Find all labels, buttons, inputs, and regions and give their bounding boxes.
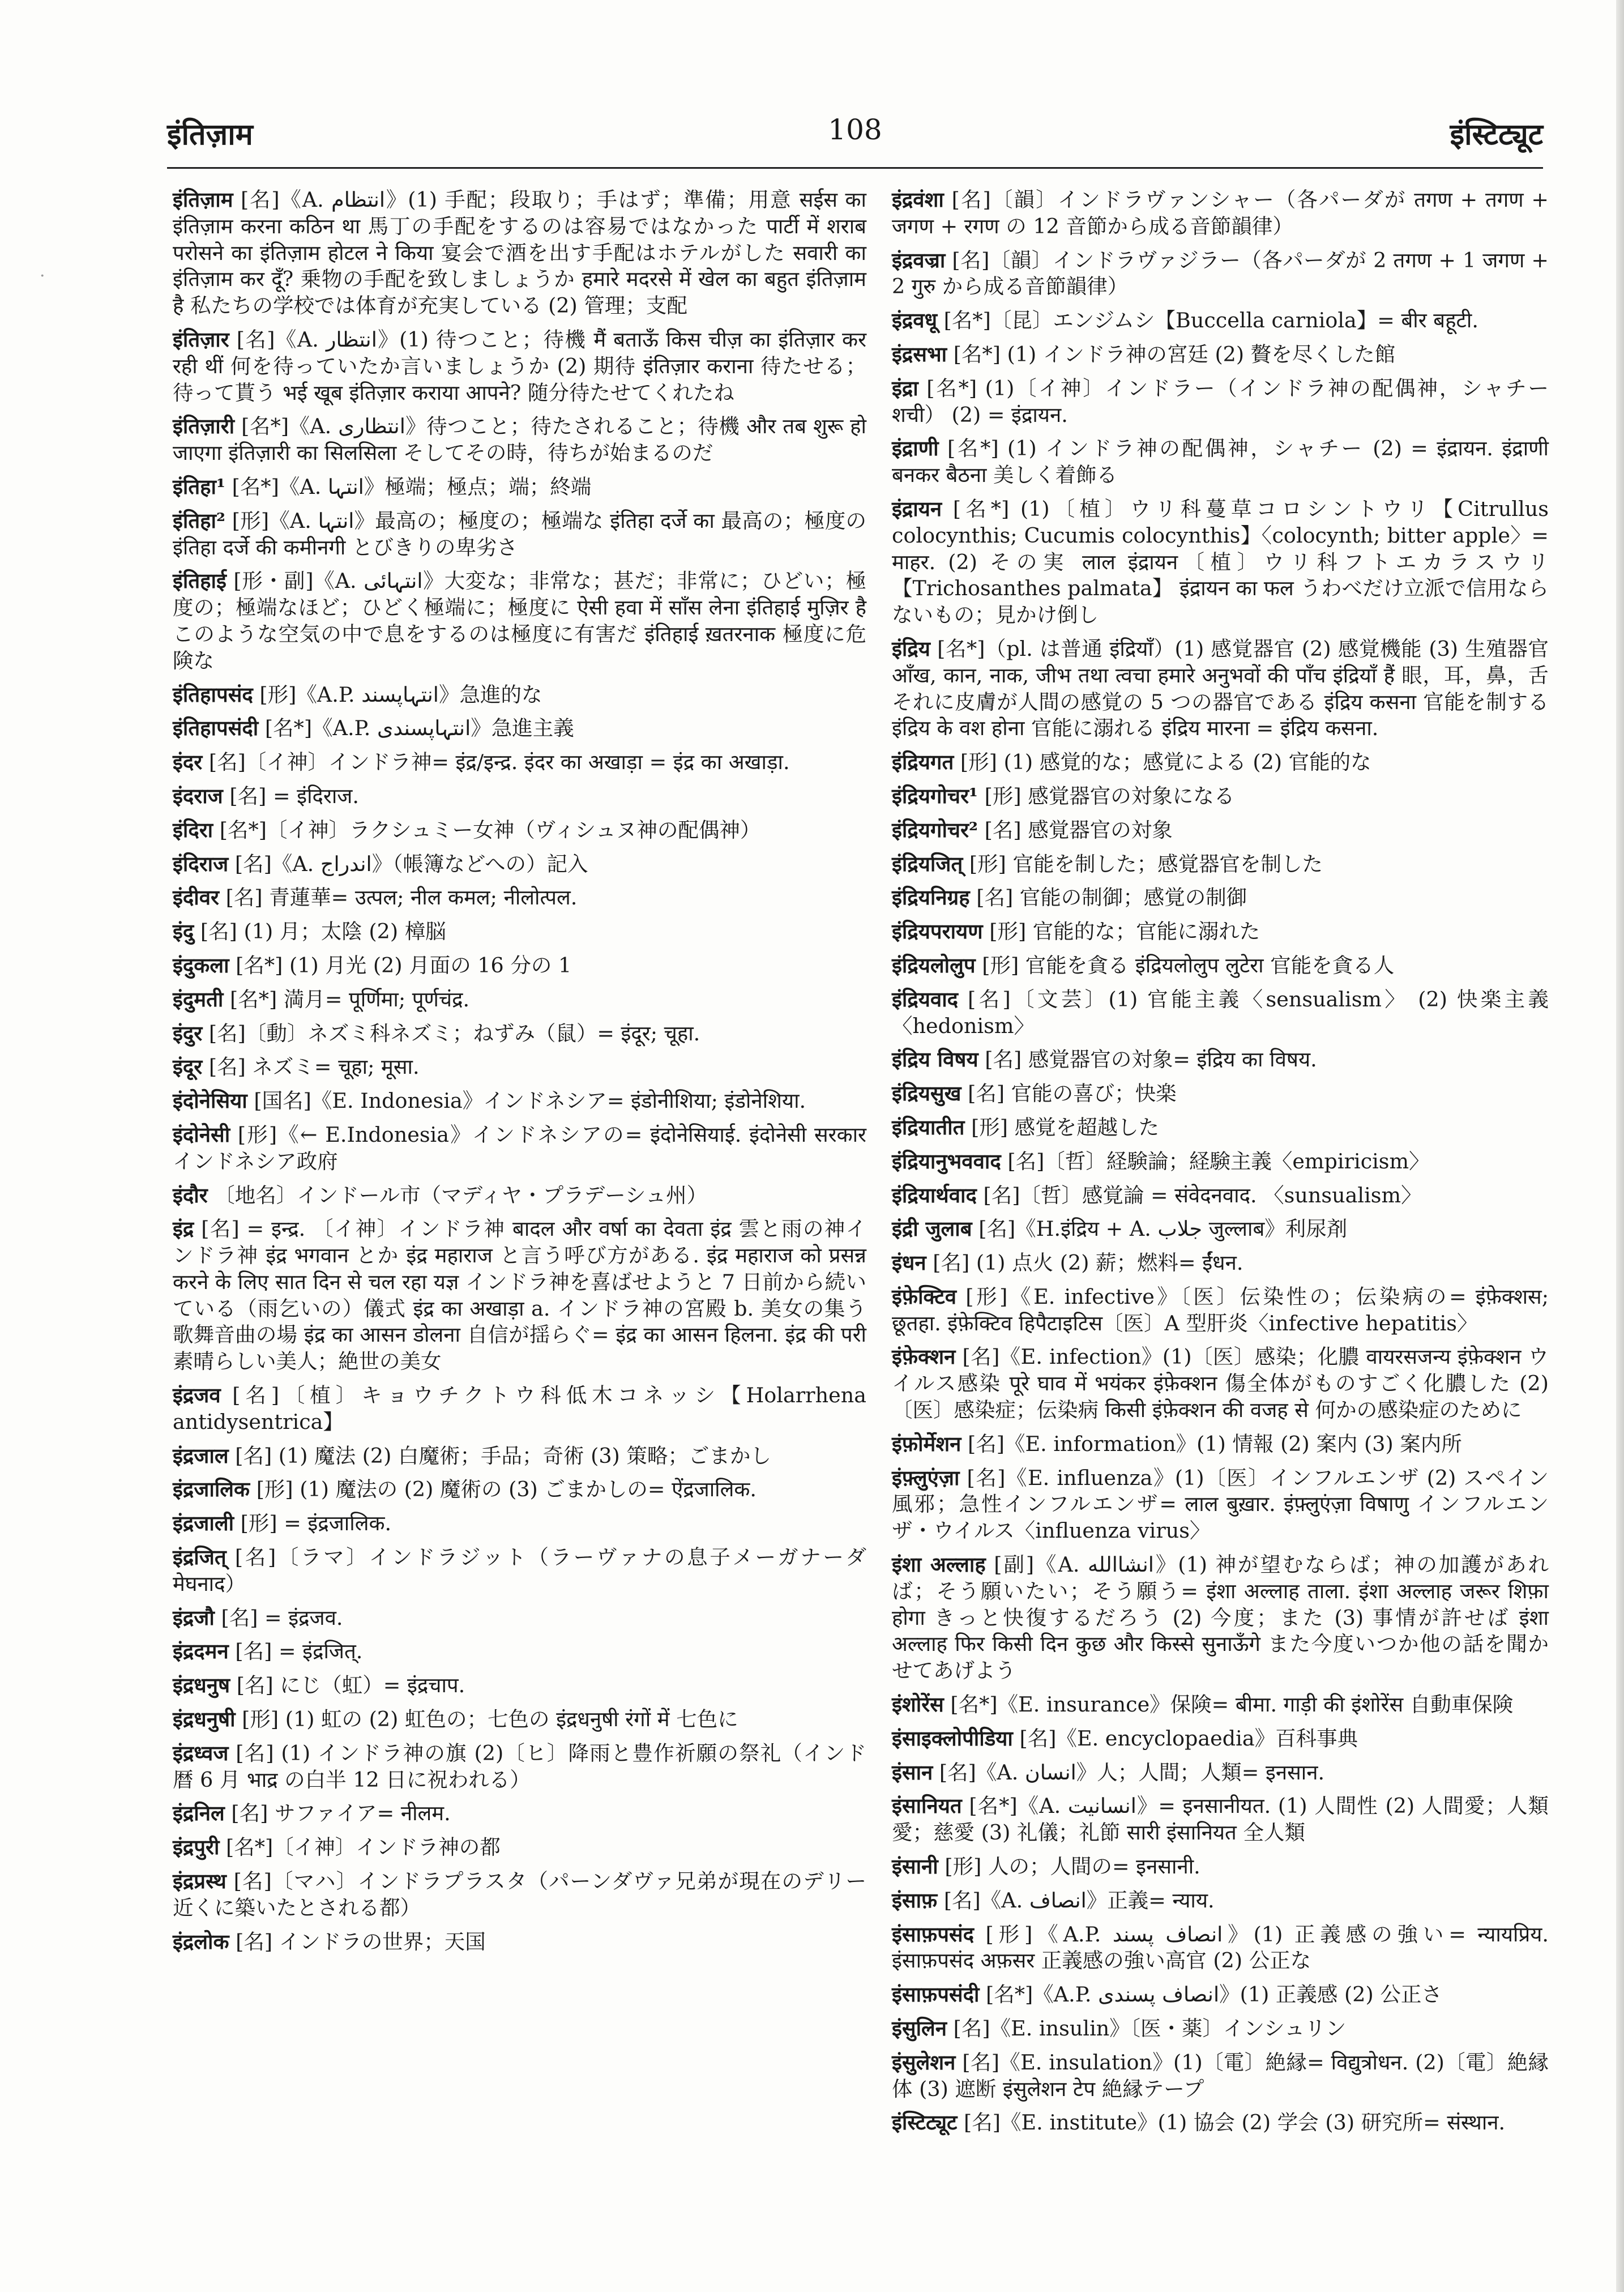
entry-headword: इंफ़ेक्शन <box>892 1345 956 1369</box>
entry-definition: [名]《H.इंद्रिय + A. جلاب जुल्लाब》利尿剤 <box>978 1217 1348 1241</box>
entry-definition: [名] インドラの世界；天国 <box>236 1929 486 1954</box>
entry-definition: [形]《A. انتہا》最高の；極度の；極端な इंतिहा दर्जे का 最高の；極度の इंतिहा दर्जे की कमीनगी とびきりの卑劣さ <box>173 508 866 560</box>
dictionary-entry <box>173 1800 866 1827</box>
dictionary-entry <box>892 1793 1549 1846</box>
dictionary-entry <box>892 1854 1549 1880</box>
dictionary-entry <box>173 919 866 945</box>
entry-headword: इंद्र <box>173 1217 194 1241</box>
entry-headword: इंद्रदमन <box>173 1639 229 1664</box>
entry-headword: इंद्रवज्रा <box>892 247 946 272</box>
dictionary-entry <box>892 1726 1549 1752</box>
margin-mark: · <box>40 266 45 286</box>
entry-definition: [名*]《E. insurance》保険= बीमा. गाड़ी की इंशोरेंस 自動車保険 <box>950 1692 1514 1717</box>
entry-headword: इंद्रिय <box>892 636 930 661</box>
entry-headword: इंसानियत <box>892 1794 962 1819</box>
entry-headword: इंद्रियानुभववाद <box>892 1149 1001 1173</box>
entry-headword: इंद्रपुरी <box>173 1835 220 1860</box>
entry-definition: [形] (1) 魔法の (2) 魔術の (3) ごまかしの= ऐंद्रजालिक. <box>256 1477 757 1502</box>
entry-headword: इंद्रध्वज <box>173 1740 229 1765</box>
entry-definition: [名] ネズミ= चूहा; मूसा. <box>208 1055 420 1079</box>
entry-definition: [名] (1) 魔法 (2) 白魔術；手品；奇術 (3) 策略；ごまかし <box>235 1443 771 1468</box>
dictionary-entry <box>892 1115 1549 1141</box>
dictionary-entry <box>892 2016 1549 2042</box>
entry-definition: [形] = इंद्रजालिक. <box>240 1511 392 1536</box>
dictionary-entry <box>892 2110 1549 2136</box>
entry-headword: इंतिज़ाम <box>173 187 233 212</box>
dictionary-entry <box>892 636 1549 742</box>
dictionary-entry <box>892 247 1549 301</box>
entry-definition: [名] サファイア= नीलम. <box>231 1801 451 1826</box>
header-rule <box>167 167 1543 169</box>
page-number: 108 <box>828 113 882 146</box>
dictionary-entry <box>892 1692 1549 1718</box>
entry-headword: इंदिराज <box>173 851 229 876</box>
entry-headword: इंद्रायन <box>892 496 942 521</box>
entry-headword: इंद्रियपरायण <box>892 919 983 944</box>
entry-headword: इंतिहा¹ <box>173 474 226 499</box>
entry-headword: इंतिहा² <box>173 508 226 533</box>
entry-headword: इंदिरा <box>173 817 213 842</box>
entry-definition: [名]《A. اندراج》（帳簿などへの）記入 <box>234 851 588 876</box>
entry-headword: इंद्रवधू <box>892 308 938 333</box>
dictionary-entry <box>173 1476 866 1503</box>
entry-definition: [形]《E. infective》〔医〕伝染性の；伝染病の= इंफ़ेक्शस; छूतहा. इंफ़ेक्टिव हिपैटाइटिस〔医〕A 型肝炎〈infective hepatitis〉 <box>892 1284 1549 1335</box>
dictionary-entry <box>173 1740 866 1794</box>
entry-definition: [名]《E. insulin》〔医・薬〕インシュリン <box>953 2016 1347 2041</box>
entry-headword: इंद्रियवाद <box>892 987 959 1011</box>
entry-headword: इंसुलिन <box>892 2016 947 2041</box>
entry-definition: [名*] (1) インドラ神の配偶神，シャチー (2) = इंद्रायन. इंद्राणी बनकर बैठना 美しく着飾る <box>892 436 1549 488</box>
dictionary-entry <box>173 1382 866 1436</box>
entry-definition: [名] 感覚器官の対象 <box>984 817 1173 842</box>
entry-definition: [国名]《E. Indonesia》インドネシア= इंडोनीशिया; इंडोनेशिया. <box>254 1089 806 1113</box>
left-column <box>173 187 866 1962</box>
entry-definition: [名]《A. انسان》人；人間；人類= इनसान. <box>939 1760 1325 1785</box>
entry-definition: [名] = इन्द्र. 〔イ神〕インドラ神 बादल और वर्षा का देवता इंद्र 雲と雨の神インドラ神 इंद्र भगवान とか इंद्र महाराज と言う呼び方がある. इंद्र महाराज को प्रसन्न करने के लिए सात दिन से चल रहा यज्ञ インドラ神を喜ばせようと 7 日前から続いている（雨乞いの）儀式 इंद्र का अखाड़ा a. インドラ神の宮殿 b. 美女の集う歌舞音曲の場 इंद्र का आसन डोलना 自信が揺らぐ= इंद्र का आसन हिलना. इंद्र की परी 素晴らしい美人；絶世の美女 <box>173 1217 866 1374</box>
entry-headword: इंद्रियनिग्रह <box>892 885 970 910</box>
entry-headword: इंद्रियसुख <box>892 1081 961 1106</box>
entry-definition: [名]〔動〕ネズミ科ネズミ；ねずみ（鼠）= इंदूर; चूहा. <box>208 1021 700 1045</box>
dictionary-entry <box>173 474 866 501</box>
entry-definition: 〔地名〕インドール市（マディヤ・プラデーシュ州） <box>214 1183 708 1207</box>
entry-headword: इंद्रजालिक <box>173 1477 250 1502</box>
entry-definition: [名]《E. infection》(1)〔医〕感染；化膿 वायरसजन्य इंफ़ेक्शन ウイルス感染 पूरे घाव में भयंकर इंफ़ेक्शन 傷全体がものすごく化膿した (2)〔医〕感染症；伝染病 किसी इंफ़ेक्शन की वजह से 何かの感染症のために <box>892 1345 1549 1423</box>
entry-definition: [形]《← E.Indonesia》インドネシアの= इंदोनेसियाई. इंदोनेसी सरकार インドネシア政府 <box>173 1122 866 1173</box>
entry-definition: [名]《A. انصاف》正義= न्याय. <box>943 1888 1215 1913</box>
dictionary-entry <box>892 1149 1549 1175</box>
dictionary-entry <box>173 1834 866 1861</box>
entry-headword: इंसानी <box>892 1854 938 1879</box>
entry-definition: [形] 官能的な；官能に溺れた <box>989 919 1260 944</box>
entry-definition: [名]《E. encyclopaedia》百科事典 <box>1019 1726 1358 1751</box>
dictionary-entry <box>892 919 1549 945</box>
entry-definition: [名] 青蓮華= उत्पल; नील कमल; नीलोत्पल. <box>225 885 578 910</box>
dictionary-entry <box>892 308 1549 334</box>
entry-headword: इंदुर <box>173 1021 203 1045</box>
entry-headword: इंद्रियगोचर² <box>892 817 978 842</box>
dictionary-entry <box>173 413 866 467</box>
dictionary-entry <box>892 885 1549 911</box>
dictionary-entry <box>892 1047 1549 1073</box>
entry-headword: इंद्रिय विषय <box>892 1047 978 1072</box>
dictionary-entry <box>173 851 866 878</box>
dictionary-entry <box>173 1021 866 1047</box>
entry-definition: [名] にじ（虹）= इंद्रचाप. <box>236 1673 465 1698</box>
entry-definition: [名] 官能の制御；感覚の制御 <box>976 885 1247 910</box>
entry-definition: [名]〔韻〕インドラヴァジラー（各パーダが 2 तगण + 1 जगण + 2 गुरु から成る音節韻律） <box>892 247 1549 299</box>
entry-headword: इंसाफ़पसंदी <box>892 1982 980 2007</box>
entry-definition: [形] (1) 感覚的な；感覚による (2) 官能的な <box>960 750 1371 775</box>
dictionary-entry <box>892 1183 1549 1209</box>
dictionary-entry <box>892 1284 1549 1337</box>
page-binding-edge <box>1616 0 1624 2292</box>
entry-headword: इंतिज़ारी <box>173 414 235 439</box>
entry-definition: [名] (1) 月；太陰 (2) 樟脳 <box>200 919 446 944</box>
entry-headword: इंद्रजाल <box>173 1443 229 1468</box>
header-right-guide-word: इंस्टिट्यूट <box>1450 117 1543 152</box>
dictionary-entry <box>173 987 866 1013</box>
entry-headword: इंद्रजित् <box>173 1545 226 1570</box>
dictionary-entry <box>173 817 866 844</box>
entry-headword: इंफ़्लुएंज़ा <box>892 1465 960 1490</box>
dictionary-entry <box>892 1760 1549 1786</box>
entry-definition: [形] 人の；人間の= इनसानी. <box>945 1854 1200 1879</box>
dictionary-entry <box>892 1465 1549 1544</box>
dictionary-entry <box>173 187 866 319</box>
entry-definition: [名]《A. انتظار》(1) 待つこと；待機 मैं बताऊँ किस चीज़ का इंतिज़ार कर रही थीं 何を待っていたか言いましょうか (2) 期待 इंतिज़ार कराना 待たせる；待って貰う भई खूब इंतिज़ार कराया आपने? 随分待たせてくれたね <box>173 327 867 405</box>
dictionary-entry <box>173 1183 866 1209</box>
entry-headword: इंद्रियगत <box>892 750 954 775</box>
dictionary-entry <box>173 1216 866 1375</box>
entry-definition: [名*]（pl. は普通 इंद्रियाँ）(1) 感覚器官 (2) 感覚機能 (3) 生殖器官 आँख, कान, नाक, जीभ तथा त्वचा हमारे अनुभवों की पाँच इंद्रियाँ हैं 眼，耳，鼻，舌それに皮膚が人間の感覚の 5 つの器官である इंद्रिय कसना 官能を制する इंद्रिय के वश होना 官能に溺れる इंद्रिय मारना = इंद्रिय कसना. <box>892 636 1549 741</box>
dictionary-entry <box>173 1054 866 1081</box>
entry-definition: [名*] (1) 月光 (2) 月面の 16 分の 1 <box>236 953 572 978</box>
entry-definition: [名]《E. influenza》(1)〔医〕インフルエンザ (2) スペイン風邪；急性インフルエンザ= लाल बुख़ार. इंफ़्लुएंज़ा विषाणु インフルエンザ・ウイルス〈influenza virus〉 <box>892 1465 1549 1543</box>
dictionary-entry <box>892 496 1549 629</box>
entry-headword: इंद्रप्रस्थ <box>173 1869 226 1894</box>
dictionary-entry <box>173 1929 866 1956</box>
entry-definition: [名] = इंदिराज. <box>229 783 359 808</box>
entry-headword: इंसुलेशन <box>892 2050 956 2075</box>
entry-definition: [名*]《A.P. انصاف پسندی》(1) 正義感 (2) 公正さ <box>986 1982 1442 2007</box>
entry-definition: [名*]《A.P. انتہاپسندی》急進主義 <box>264 716 574 741</box>
entry-definition: [名]《E. information》(1) 情報 (2) 案内 (3) 案内所 <box>968 1431 1462 1456</box>
dictionary-entry <box>892 1250 1549 1277</box>
dictionary-entry <box>892 187 1549 240</box>
dictionary-entry <box>173 1544 866 1598</box>
entry-headword: इंद्रनिल <box>173 1801 225 1826</box>
entry-definition: [名]〔ラマ〕インドラジット（ラーヴァナの息子メーガナーダ मेघनाद） <box>173 1545 867 1596</box>
entry-definition: [名*] (1) インドラ神の宮廷 (2) 贅を尽くした館 <box>953 342 1396 366</box>
entry-definition: [名] = इंद्रजित्. <box>235 1639 363 1664</box>
dictionary-entry <box>173 1672 866 1699</box>
dictionary-entry <box>892 817 1549 844</box>
entry-headword: इंदीवर <box>173 885 219 910</box>
entry-definition: [名]《E. institute》(1) 協会 (2) 学会 (3) 研究所= संस्थान. <box>964 2110 1506 2135</box>
entry-headword: इंदोनेसी <box>173 1122 230 1147</box>
entry-definition: [名*]《A. انسانیت》= इनसानीयत. (1) 人間性 (2) 人間愛；人類愛；慈愛 (3) 礼儀；礼節 सारी इंसानियत 全人類 <box>892 1794 1549 1845</box>
entry-headword: इंदुकला <box>173 953 229 978</box>
entry-headword: इंतिहापसंदी <box>173 716 259 741</box>
entry-definition: [名*]〔昆〕エンジムシ【Buccella carniola】= बीर बहूटी. <box>943 308 1478 333</box>
dictionary-entry <box>892 1982 1549 2008</box>
entry-headword: इंदराज <box>173 783 223 808</box>
dictionary-entry <box>173 1443 866 1470</box>
entry-headword: इंद्रियातीत <box>892 1115 965 1139</box>
dictionary-entry <box>892 1344 1549 1423</box>
entry-definition: [形] 官能を制した；感覚器官を制した <box>969 851 1323 876</box>
entry-definition: [名*]〔イ神〕インドラ神の都 <box>226 1835 501 1860</box>
entry-headword: इंस्टिट्यूट <box>892 2110 958 2135</box>
entry-definition: [名]〔イ神〕インドラ神= इंद्र/इन्द्र. इंदर का अखाड़ा = इंद्र का अखाड़ा. <box>208 750 790 775</box>
entry-definition: [名] 官能の喜び；快楽 <box>968 1081 1177 1106</box>
dictionary-entry <box>173 1706 866 1733</box>
entry-definition: [名*] 満月= पूर्णिमा; पूर्णचंद्र. <box>230 987 470 1011</box>
entry-headword: इंफ़ोर्मेशन <box>892 1431 961 1456</box>
entry-headword: इंदूर <box>173 1055 203 1079</box>
dictionary-entry <box>173 1510 866 1537</box>
entry-definition: [名]〔韻〕インドラヴァンシャー（各パーダが तगण + तगण + जगण + रगण の 12 音節から成る音節韻律） <box>892 187 1549 238</box>
entry-headword: इंद्रजव <box>173 1383 221 1408</box>
entry-definition: [名*]〔イ神〕ラクシュミー女神（ヴィシュヌ神の配偶神） <box>219 817 761 842</box>
entry-definition: [名]《A. انتظام》(1) 手配；段取り；手はず；準備；用意 सईस का इंतिज़ाम करना कठिन था 馬丁の手配をするのは容易ではなかった पार्टी में शराब परोसने का इंतिज़ाम होटल ने किया 宴会で酒を出す手配はホテルがした सवारी का इंतिज़ाम कर दूँ? 乗物の手配を致しましょうか हमारे मदरसे में खेल का बहुत इंतिज़ाम है 私たちの学校では体育が充実している (2) 管理；支配 <box>173 187 866 318</box>
entry-headword: इंद्रधनुषी <box>173 1707 236 1732</box>
dictionary-entry <box>892 436 1549 489</box>
right-column <box>892 187 1549 2144</box>
dictionary-entry <box>892 1431 1549 1458</box>
entry-definition: [名] (1) インドラ神の旗 (2)〔ヒ〕降雨と豊作祈願の祭礼（インド暦 6 月 भाद्र の白半 12 日に祝われる） <box>173 1740 866 1792</box>
entry-definition: [副]《A. انشاالله》(1) 神が望むならば；神の加護があれば；そう願いたい；そう願う= इंशा अल्लाह ताला. इंशा अल्लाह जरूर शिफ़ा होगा きっと快復するだろう (2) 今度；また (3) 事情が許せば इंशा अल्लाह फिर किसी दिन कुछ और किस्से सुनाऊँगे また今度いつか他の話を聞かせてあげよう <box>892 1552 1549 1683</box>
dictionary-entry <box>892 1216 1549 1243</box>
entry-definition: [形]《A.P. انصاف پسند》(1) 正義感の強い= न्यायप्रिय. इंसाफ़पसंद अफ़सर 正義感の強い高官 (2) 公正な <box>892 1922 1549 1973</box>
entry-headword: इंशा अल्लाह <box>892 1552 986 1577</box>
entry-definition: [名*]《A. انتظاری》待つこと；待たされること；待機 और तब शुरू हो जाएगा इंतिज़ारी का सिलसिला そしてその時，待ちが始まるのだ <box>173 414 867 466</box>
entry-definition: [名]〔マハ〕インドラプラスタ（パーンダヴァ兄弟が現在のデリー近くに築いたとされる都） <box>173 1869 866 1920</box>
dictionary-entry <box>892 342 1549 368</box>
entry-definition: [形] 官能を貪る इंद्रियलोलुप लुटेरा 官能を貪る人 <box>982 953 1395 978</box>
entry-definition: [形]《A.P. انتہاپسند》急進的な <box>259 682 542 707</box>
entry-headword: इंद्राणी <box>892 436 939 461</box>
dictionary-entry <box>173 1088 866 1115</box>
dictionary-entry <box>892 851 1549 878</box>
entry-definition: [形] (1) 虹の (2) 虹色の；七色の इंद्रधनुषी रंगों में 七色に <box>242 1707 738 1732</box>
entry-headword: इंदुमती <box>173 987 224 1011</box>
entry-headword: इंद्रियलोलुप <box>892 953 976 978</box>
entry-headword: इंद्री जुलाब <box>892 1217 972 1241</box>
entry-headword: इंद्रसभा <box>892 342 947 366</box>
entry-headword: इंफ़ेक्टिव <box>892 1284 957 1309</box>
dictionary-entry <box>892 2050 1549 2103</box>
entry-headword: इंदर <box>173 750 203 775</box>
entry-headword: इंदोनेसिया <box>173 1089 247 1113</box>
dictionary-entry <box>892 749 1549 776</box>
entry-definition: [名*] (1)〔植〕ウリ科蔓草コロシントウリ【Citrullus colocynthis; Cucumis colocynthis】〈colocynth; bitter apple〉= माहर. (2) その実 लाल इंद्रायन〔植〕ウリ科フトエカラスウリ【Trichosanthes palmata】 इंद्रायन का फल うわべだけ立派で信用ならないもの；見かけ倒し <box>892 496 1549 628</box>
entry-headword: इंशोरेंस <box>892 1692 944 1717</box>
dictionary-entry <box>173 885 866 911</box>
dictionary-entry <box>173 508 866 561</box>
entry-headword: इंद्रजाली <box>173 1511 234 1536</box>
dictionary-entry <box>173 682 866 708</box>
entry-headword: इंतिहाई <box>173 569 226 594</box>
dictionary-entry <box>892 1552 1549 1684</box>
dictionary-entry <box>892 987 1549 1040</box>
dictionary-entry <box>892 375 1549 429</box>
entry-definition: [名]〔哲〕感覚論 = संवेदनवाद. 〈sunsualism〉 <box>983 1183 1422 1207</box>
dictionary-entry <box>173 327 866 406</box>
entry-definition: [名]〔文芸〕(1) 官能主義〈sensualism〉 (2) 快楽主義〈hedonism〉 <box>892 987 1549 1038</box>
entry-headword: इंसाफ़पसंद <box>892 1922 974 1947</box>
entry-definition: [形] 感覚を超越した <box>971 1115 1160 1139</box>
entry-headword: इंधन <box>892 1250 926 1275</box>
entry-definition: [名] = इंद्रजव. <box>221 1605 343 1630</box>
page-header <box>167 113 1543 159</box>
entry-headword: इंसान <box>892 1760 933 1785</box>
entry-headword: इंसाफ़ <box>892 1888 938 1913</box>
entry-definition: [名]〔植〕キョウチクトウ科低木コネッシ【Holarrhena antidysentrica】 <box>173 1383 866 1434</box>
dictionary-entry <box>173 953 866 979</box>
entry-headword: इंद्रधनुष <box>173 1673 230 1698</box>
entry-headword: इंतिज़ार <box>173 327 229 352</box>
dictionary-entry <box>892 1081 1549 1107</box>
entry-headword: इंद्रियजित् <box>892 851 963 876</box>
entry-headword: इंद्रियगोचर¹ <box>892 783 978 808</box>
entry-headword: इंदौर <box>173 1183 208 1207</box>
header-left-guide-word: इंतिज़ाम <box>167 117 253 152</box>
dictionary-entry <box>892 953 1549 979</box>
dictionary-entry <box>892 1888 1549 1914</box>
entry-definition: [名] (1) 点火 (2) 薪；燃料= ईंधन. <box>933 1250 1243 1275</box>
dictionary-entry <box>173 783 866 810</box>
entry-definition: [名]《E. insulation》(1)〔電〕絶縁= विद्युत्रोधन. (2)〔電〕絶縁体 (3) 遮断 इंसुलेशन टेप 絶縁テープ <box>892 2050 1549 2101</box>
dictionary-entry <box>173 1638 866 1665</box>
entry-definition: [名*] (1)〔イ神〕インドラー（インドラ神の配偶神，シャチー शची） (2) = इंद्रायन. <box>892 375 1549 427</box>
entry-definition: [名] 感覚器官の対象= इंद्रिय का विषय. <box>985 1047 1317 1072</box>
dictionary-entry <box>173 1868 866 1922</box>
entry-headword: इंसाइक्लोपीडिया <box>892 1726 1013 1751</box>
entry-definition: [名]〔哲〕経験論；経験主義〈empiricism〉 <box>1007 1149 1430 1173</box>
dictionary-entry <box>173 568 866 674</box>
entry-definition: [形] 感覚器官の対象になる <box>984 783 1235 808</box>
entry-definition: [名*]《A. انتہا》極端；極点；端；終端 <box>232 474 592 499</box>
entry-headword: इंद्रवंशा <box>892 187 944 212</box>
dictionary-entry <box>173 1122 866 1175</box>
entry-headword: इंद्रियार्थवाद <box>892 1183 977 1207</box>
entry-headword: इंतिहापसंद <box>173 682 253 707</box>
entry-headword: इंद्रलोक <box>173 1929 229 1954</box>
dictionary-entry <box>892 783 1549 810</box>
dictionary-entry <box>173 749 866 776</box>
dictionary-entry <box>892 1922 1549 1975</box>
entry-definition: [形・副]《A. انتہائی》大変な；非常な；甚だ；非常に；ひどい；極度の；極端なほど；ひどく極端に；極度に ऐसी हवा में साँस लेना इंतिहाई मुज़िर है このような空気の中で息をするのは極度に有害だ इंतिहाई ख़तरनाक 極度に危険な <box>173 569 867 673</box>
dictionary-entry <box>173 1605 866 1632</box>
entry-headword: इंद्रा <box>892 375 918 400</box>
entry-headword: इंद्रजौ <box>173 1605 215 1630</box>
entry-headword: इंदु <box>173 919 194 944</box>
dictionary-entry <box>173 715 866 742</box>
